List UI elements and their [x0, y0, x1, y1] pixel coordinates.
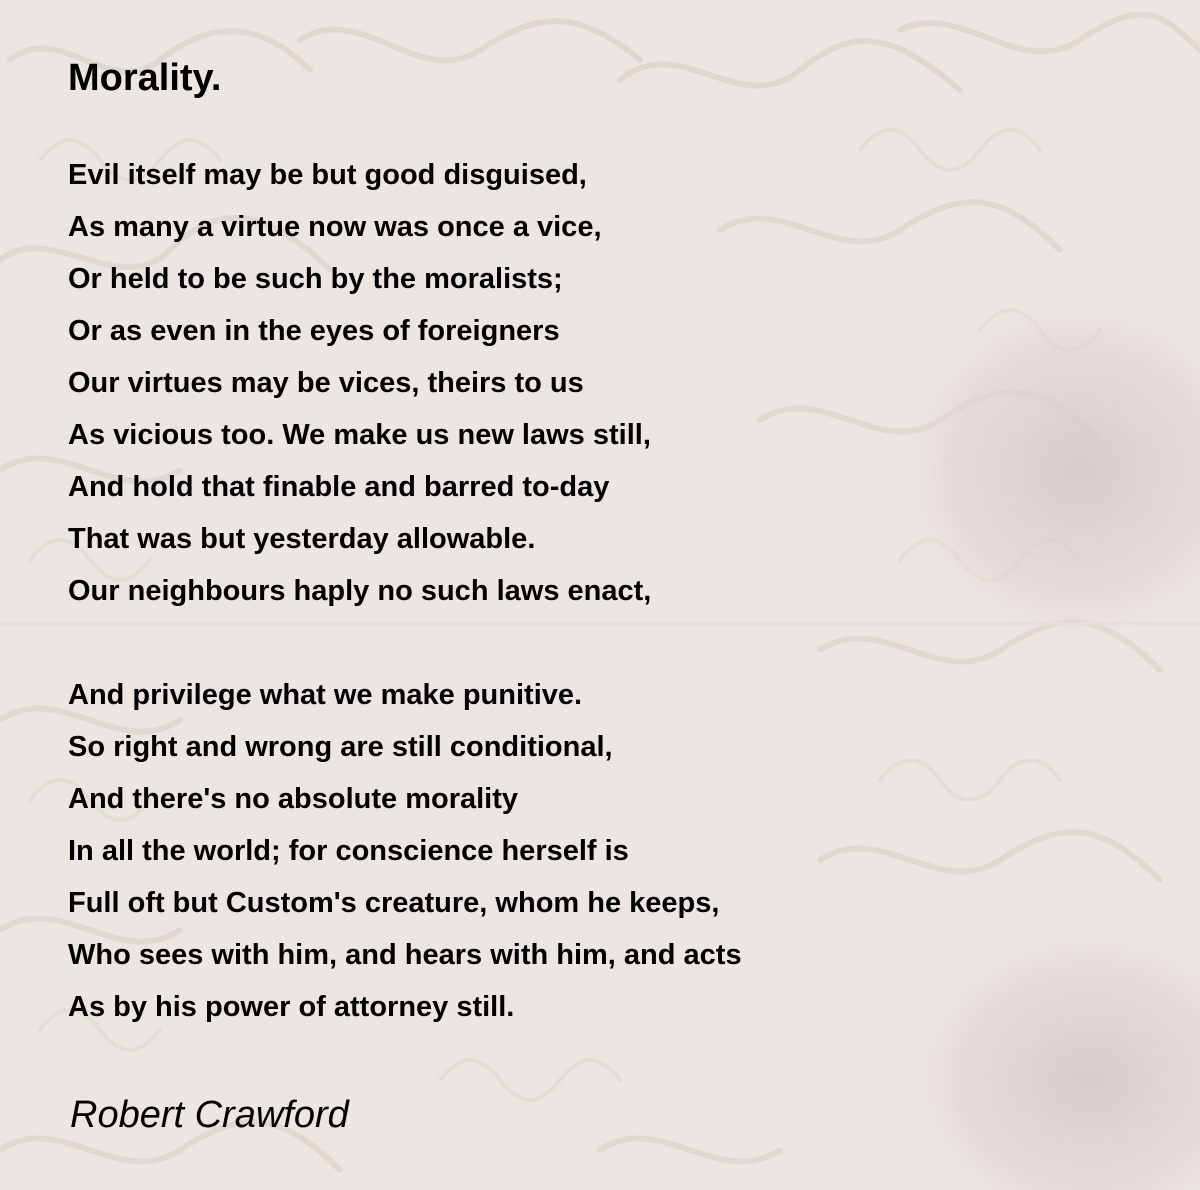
poem-line: Full oft but Custom's creature, whom he keeps,	[68, 887, 720, 919]
poem-line: So right and wrong are still conditional,	[68, 731, 613, 763]
poem-line: As by his power of attorney still.	[68, 991, 515, 1023]
poem-line: Who sees with him, and hears with him, and acts	[68, 939, 742, 971]
poem-line: Our neighbours haply no such laws enact,	[68, 575, 652, 607]
poem-line: Or as even in the eyes of foreigners	[68, 315, 560, 347]
poem-author: Robert Crawford	[70, 1094, 349, 1136]
stanza-1	[68, 149, 651, 617]
poem-title: Morality.	[68, 57, 222, 99]
poem-line: Our virtues may be vices, theirs to us	[68, 367, 584, 399]
poem-line: Or held to be such by the moralists;	[68, 263, 563, 295]
poem-line: And there's no absolute morality	[68, 783, 519, 815]
poem-line: As many a virtue now was once a vice,	[68, 211, 602, 243]
poem-line: As vicious too. We make us new laws still,	[68, 419, 651, 451]
stanza-2	[68, 669, 742, 1033]
poem-line: That was but yesterday allowable.	[68, 523, 536, 555]
poem-line: And hold that finable and barred to-day	[68, 471, 610, 503]
poem-line: And privilege what we make punitive.	[68, 679, 583, 711]
poem-line: In all the world; for conscience herself is	[68, 835, 629, 867]
poem-line: Evil itself may be but good disguised,	[68, 159, 587, 191]
